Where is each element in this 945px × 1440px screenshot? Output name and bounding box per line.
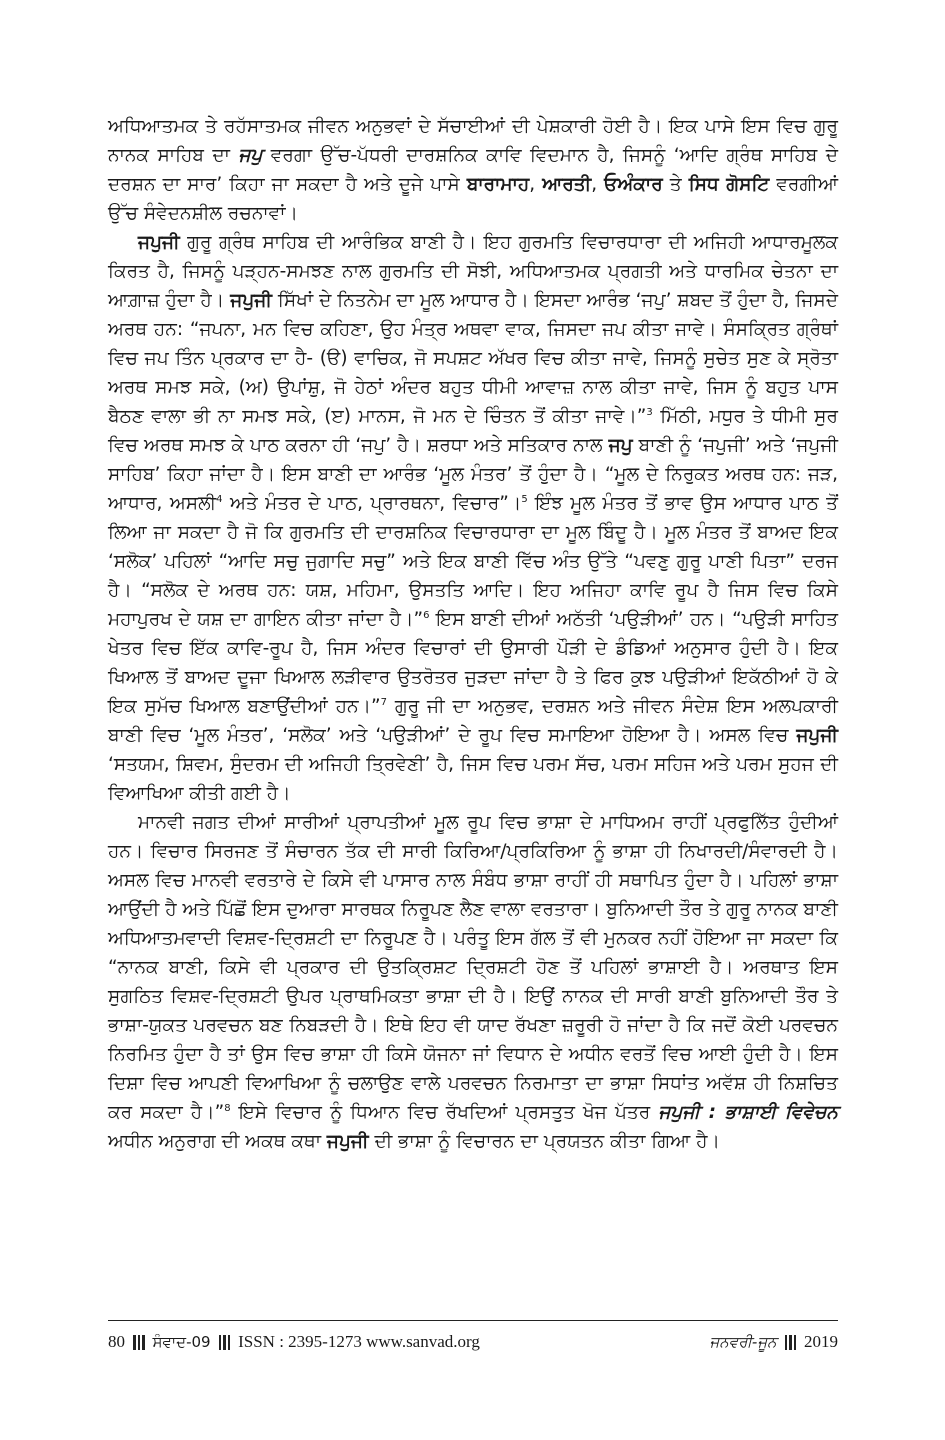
footnote-marker: 7 [380, 696, 387, 708]
triple-bar-icon [133, 1334, 145, 1350]
bold-term: ਜਪੁਜੀ [138, 232, 180, 253]
bold-term: ਬਾਰਾਮਾਹ [466, 174, 530, 195]
footnote-marker: 3 [646, 406, 653, 418]
bold-term: ਸਿਧ ਗੋਸਟਿ [688, 174, 770, 195]
paragraph-1 [108, 112, 838, 228]
text-run: ਅਤੇ ਮੰਤਰ ਦੇ ਪਾਠ, ਪ੍ਰਾਰਥਨਾ, ਵਿਚਾਰ”। [222, 493, 522, 514]
text-run: ਇੰਝ ਮੂਲ ਮੰਤਰ ਤੋਂ ਭਾਵ ਉਸ ਆਧਾਰ ਪਾਠ ਤੋਂ ਲਿਆ ਜਾ ਸਕਦਾ ਹੈ ਜੋ ਕਿ ਗੁਰਮਤਿ ਦੀ ਦਾਰਸ਼ਨਿਕ ਵਿਚਾਰਧਾਰਾ ਦਾ ਮੂਲ ਬਿੰਦੂ ਹੈ। ਮੂਲ ਮੰਤਰ ਤੋਂ ਬਾਅਦ ਇਕ ‘ਸਲੋਕ’ ਪਹਿਲਾਂ “ਆਦਿ ਸਚੁ ਜੁਗਾਦਿ ਸਚੁ” ਅਤੇ ਇਕ ਬਾਣੀ ਵਿੱਚ ਅੰਤ ਉੱਤੇ “ਪਵਣੁ ਗੁਰੂ ਪਾਣੀ ਪਿਤਾ” ਦਰਜ ਹੈ। “ਸਲੋਕ ਦੇ ਅਰਥ ਹਨ: ਯਸ਼, ਮਹਿਮਾ, ਉਸਤਤਿ ਆਦਿ। ਇਹ ਅਜਿਹਾ ਕਾਵਿ ਰੂਪ ਹੈ ਜਿਸ ਵਿਚ ਕਿਸੇ ਮਹਾਪੁਰਖ ਦੇ ਯਸ਼ ਦਾ ਗਾਇਨ ਕੀਤਾ ਜਾਂਦਾ ਹੈ।” [108, 493, 838, 630]
issue-period: ਜਨਵਰੀ-ਜੂਨ [709, 1333, 777, 1351]
footnote-marker: 8 [224, 1102, 231, 1114]
bold-term: ਆਰਤੀ [542, 174, 592, 195]
text-run: ਮਿੱਠੀ, ਮਧੁਰ ਤੇ ਧੀਮੀ ਸੁਰ ਵਿਚ ਅਰਥ ਸਮਝ ਕੇ ਪਾਠ ਕਰਨਾ ਹੀ ‘ਜਪੁ’ ਹੈ। ਸ਼ਰਧਾ ਅਤੇ ਸਤਿਕਾਰ ਨਾਲ [108, 406, 838, 456]
bold-term: ਜਪੁਜੀ [230, 290, 272, 311]
text-run: ਇਸ ਬਾਣੀ ਦੀਆਂ ਅਠੱਤੀ ‘ਪਉੜੀਆਂ’ ਹਨ। “ਪਉੜੀ ਸਾਹਿਤ ਖੇਤਰ ਵਿਚ ਇੱਕ ਕਾਵਿ-ਰੂਪ ਹੈ, ਜਿਸ ਅੰਦਰ ਵਿਚਾਰਾਂ ਦੀ ਉਸਾਰੀ ਪੌੜੀ ਦੇ ਡੰਡਿਆਂ ਅਨੁਸਾਰ ਹੁੰਦੀ ਹੈ। ਇਕ ਖਿਆਲ ਤੋਂ ਬਾਅਦ ਦੂਜਾ ਖਿਆਲ ਲੜੀਵਾਰ ਉਤਰੋਤਰ ਜੁੜਦਾ ਜਾਂਦਾ ਹੈ ਤੇ ਫਿਰ ਕੁਝ ਪਉੜੀਆਂ ਇਕੱਠੀਆਂ ਹੋ ਕੇ ਇਕ ਸੁਮੱਚ ਖਿਆਲ ਬਣਾਉਂਦੀਆਂ ਹਨ।” [108, 609, 838, 717]
text-run: ਸਿੱਖਾਂ ਦੇ ਨਿਤਨੇਮ ਦਾ ਮੂਲ ਆਧਾਰ ਹੈ। ਇਸਦਾ ਆਰੰਭ ‘ਜਪੁ’ ਸ਼ਬਦ ਤੋਂ ਹੁੰਦਾ ਹੈ, ਜਿਸਦੇ ਅਰਥ ਹਨ: “ਜਪਨਾ, ਮਨ ਵਿਚ ਕਹਿਣਾ, ਉਹ ਮੰਤ੍ਰ ਅਥਵਾ ਵਾਕ, ਜਿਸਦਾ ਜਪ ਕੀਤਾ ਜਾਵੇ। ਸੰਸਕ੍ਰਿਤ ਗ੍ਰੰਥਾਂ ਵਿਚ ਜਪ ਤਿੰਨ ਪ੍ਰਕਾਰ ਦਾ ਹੈ- (ੳ) ਵਾਚਿਕ, ਜੋ ਸਪਸ਼ਟ ਅੱਖਰ ਵਿਚ ਕੀਤਾ ਜਾਵੇ, ਜਿਸਨੂੰ ਸੁਚੇਤ ਸੁਣ ਕੇ ਸ੍ਰੋਤਾ ਅਰਥ ਸਮਝ ਸਕੇ, (ਅ) ਉਪਾਂਸ਼ੁ, ਜੋ ਹੇਠਾਂ ਅੰਦਰ ਬਹੁਤ ਧੀਮੀ ਆਵਾਜ਼ ਨਾਲ ਕੀਤਾ ਜਾਵੇ, ਜਿਸ ਨੂੰ ਬਹੁਤ ਪਾਸ ਬੈਠਣ ਵਾਲਾ ਭੀ ਨਾ ਸਮਝ ਸਕੇ, (ੲ) ਮਾਨਸ, ਜੋ ਮਨ ਦੇ ਚਿੰਤਨ ਤੋਂ ਕੀਤਾ ਜਾਵੇ।” [108, 290, 839, 427]
paragraph-2 [108, 228, 838, 808]
text-run: ਗੁਰੂ ਜੀ ਦਾ ਅਨੁਭਵ, ਦਰਸ਼ਨ ਅਤੇ ਜੀਵਨ ਸੰਦੇਸ਼ ਇਸ ਅਲਪਕਾਰੀ ਬਾਣੀ ਵਿਚ ‘ਮੂਲ ਮੰਤਰ’, ‘ਸਲੋਕ’ ਅਤੇ ‘ਪਉੜੀਆਂ’ ਦੇ ਰੂਪ ਵਿਚ ਸਮਾਇਆ ਹੋਇਆ ਹੈ। ਅਸਲ ਵਿਚ [108, 696, 839, 746]
triple-bar-icon [219, 1334, 231, 1350]
text-run: ਮਾਨਵੀ ਜਗਤ ਦੀਆਂ ਸਾਰੀਆਂ ਪ੍ਰਾਪਤੀਆਂ ਮੂਲ ਰੂਪ ਵਿਚ ਭਾਸ਼ਾ ਦੇ ਮਾਧਿਅਮ ਰਾਹੀਂ ਪ੍ਰਫੁਲਿੱਤ ਹੁੰਦੀਆਂ ਹਨ। ਵਿਚਾਰ ਸਿਰਜਣ ਤੋਂ ਸੰਚਾਰਨ ਤੱਕ ਦੀ ਸਾਰੀ ਕਿਰਿਆ/ਪ੍ਰਕਿਰਿਆ ਨੂੰ ਭਾਸ਼ਾ ਹੀ ਨਿਖਾਰਦੀ/ਸੰਵਾਰਦੀ ਹੈ। ਅਸਲ ਵਿਚ ਮਾਨਵੀ ਵਰਤਾਰੇ ਦੇ ਕਿਸੇ ਵੀ ਪਾਸਾਰ ਨਾਲ ਸੰਬੰਧ ਭਾਸ਼ਾ ਰਾਹੀਂ ਹੀ ਸਥਾਪਿਤ ਹੁੰਦਾ ਹੈ। ਪਹਿਲਾਂ ਭਾਸ਼ਾ ਆਉਂਦੀ ਹੈ ਅਤੇ ਪਿੱਛੋਂ ਇਸ ਦੁਆਰਾ ਸਾਰਥਕ ਨਿਰੂਪਣ ਲੈਣ ਵਾਲਾ ਵਰਤਾਰਾ। ਬੁਨਿਆਦੀ ਤੌਰ ਤੇ ਗੁਰੂ ਨਾਨਕ ਬਾਣੀ ਅਧਿਆਤਮਵਾਦੀ ਵਿਸ਼ਵ-ਦ੍ਰਿਸ਼ਟੀ ਦਾ ਨਿਰੂਪਣ ਹੈ। ਪਰੰਤੂ ਇਸ ਗੱਲ ਤੋਂ ਵੀ ਮੁਨਕਰ ਨਹੀਂ ਹੋਇਆ ਜਾ ਸਕਦਾ ਕਿ “ਨਾਨਕ ਬਾਣੀ, ਕਿਸੇ ਵੀ ਪ੍ਰਕਾਰ ਦੀ ਉਤਕ੍ਰਿਸ਼ਟ ਦ੍ਰਿਸ਼ਟੀ ਹੋਣ ਤੋਂ ਪਹਿਲਾਂ ਭਾਸ਼ਾਈ ਹੈ। ਅਰਥਾਤ ਇਸ ਸੁਗਠਿਤ ਵਿਸ਼ਵ-ਦ੍ਰਿਸ਼ਟੀ ਉਪਰ ਪ੍ਰਾਥਮਿਕਤਾ ਭਾਸ਼ਾ ਦੀ ਹੈ। ਇਉਂ ਨਾਨਕ ਦੀ ਸਾਰੀ ਬਾਣੀ ਬੁਨਿਆਦੀ ਤੌਰ ਤੇ ਭਾਸ਼ਾ-ਯੁਕਤ ਪਰਵਚਨ ਬਣ ਨਿਬੜਦੀ ਹੈ। ਇਥੇ ਇਹ ਵੀ ਯਾਦ ਰੱਖਣਾ ਜ਼ਰੂਰੀ ਹੋ ਜਾਂਦਾ ਹੈ ਕਿ ਜਦੋਂ ਕੋਈ ਪਰਵਚਨ ਨਿਰਮਿਤ ਹੁੰਦਾ ਹੈ ਤਾਂ ਉਸ ਵਿਚ ਭਾਸ਼ਾ ਹੀ ਕਿਸੇ ਯੋਜਨਾ ਜਾਂ ਵਿਧਾਨ ਦੇ ਅਧੀਨ ਵਰਤੋਂ ਵਿਚ ਆਈ ਹੁੰਦੀ ਹੈ। ਇਸ ਦਿਸ਼ਾ ਵਿਚ ਆਪਣੀ ਵਿਆਖਿਆ ਨੂੰ ਚਲਾਉਣ ਵਾਲੇ ਪਰਵਚਨ ਨਿਰਮਾਤਾ ਦਾ ਭਾਸ਼ਾ ਸਿਧਾਂਤ ਅਵੱਸ਼ ਹੀ ਨਿਸ਼ਚਿਤ ਕਰ ਸਕਦਾ ਹੈ।” [108, 812, 838, 1123]
bold-italic-term: ਜਪੁਜੀ : ਭਾਸ਼ਾਈ ਵਿਵੇਚਨ [658, 1102, 838, 1123]
text-run: , [529, 174, 543, 195]
footer-right [710, 1332, 838, 1352]
text-run: , [591, 174, 605, 195]
text-run: ਵਰਗਾ ਉੱਚ-ਪੱਧਰੀ ਦਾਰਸ਼ਨਿਕ ਕਾਵਿ ਵਿਦਮਾਨ ਹੈ, ਜਿਸਨੂੰ ‘ਆਦਿ ਗ੍ਰੰਥ ਸਾਹਿਬ ਦੇ ਦਰਸ਼ਨ ਦਾ ਸਾਰ’ ਕਿਹਾ ਜਾ ਸਕਦਾ ਹੈ ਅਤੇ ਦੂਜੇ ਪਾਸੇ [108, 145, 838, 195]
text-run: ਵਰਗੀਆਂ ਉੱਚ ਸੰਵੇਦਨਸ਼ੀਲ ਰਚਨਾਵਾਂ। [108, 174, 839, 224]
bold-term: ਜਪੁ [608, 435, 633, 456]
page-body [108, 112, 838, 1156]
bold-term: ਓਅੰਕਾਰ [604, 174, 663, 195]
footer-left [108, 1332, 480, 1352]
text-run: ਅਧਿਆਤਮਕ ਤੇ ਰਹੱਸਾਤਮਕ ਜੀਵਨ ਅਨੁਭਵਾਂ ਦੇ ਸੱਚਾਈਆਂ ਦੀ ਪੇਸ਼ਕਾਰੀ ਹੋਈ ਹੈ। ਇਕ ਪਾਸੇ ਇਸ ਵਿਚ ਗੁਰੂ ਨਾਨਕ ਸਾਹਿਬ ਦਾ [108, 116, 838, 166]
footnote-marker: 5 [521, 493, 528, 505]
text-run: ਤੇ [662, 174, 689, 195]
bold-term: ਜਪੁਜੀ [326, 1131, 369, 1152]
paragraph-3 [108, 808, 838, 1156]
bold-term: ਜਪੁਜੀ [796, 725, 838, 746]
page-footer [108, 1332, 838, 1352]
text-run: ਇਸੇ ਵਿਚਾਰ ਨੂੰ ਧਿਆਨ ਵਿਚ ਰੱਖਦਿਆਂ ਪ੍ਰਸਤੁਤ ਖੋਜ ਪੱਤਰ [230, 1102, 659, 1123]
text-run: ਗੁਰੂ ਗ੍ਰੰਥ ਸਾਹਿਬ ਦੀ ਆਰੰਭਿਕ ਬਾਣੀ ਹੈ। ਇਹ ਗੁਰਮਤਿ ਵਿਚਾਰਧਾਰਾ ਦੀ ਅਜਿਹੀ ਆਧਾਰਮੂਲਕ ਕਿਰਤ ਹੈ, ਜਿਸਨੂੰ ਪੜ੍ਹਨ-ਸਮਝਣ ਨਾਲ ਗੁਰਮਤਿ ਦੀ ਸੋਝੀ, ਅਧਿਆਤਮਕ ਪ੍ਰਗਤੀ ਅਤੇ ਧਾਰਮਿਕ ਚੇਤਨਾ ਦਾ ਆਗ਼ਾਜ਼ ਹੁੰਦਾ ਹੈ। [108, 232, 838, 311]
footnote-marker: 4 [216, 493, 223, 505]
issue-year: 2019 [804, 1332, 838, 1351]
page-number: 80 [108, 1332, 125, 1351]
triple-bar-icon [785, 1334, 797, 1350]
issn-website: ISSN : 2395-1273 www.sanvad.org [238, 1332, 480, 1351]
journal-name: ਸੰਵਾਦ-09 [152, 1333, 211, 1351]
bold-italic-term: ਜਪੁ [238, 145, 263, 166]
text-run: ਬਾਣੀ ਨੂੰ ‘ਜਪੁਜੀ’ ਅਤੇ ‘ਜਪੁਜੀ ਸਾਹਿਬ’ ਕਿਹਾ ਜਾਂਦਾ ਹੈ। ਇਸ ਬਾਣੀ ਦਾ ਆਰੰਭ ‘ਮੂਲ ਮੰਤਰ’ ਤੋਂ ਹੁੰਦਾ ਹੈ। “ਮੂਲ ਦੇ ਨਿਰੁਕਤ ਅਰਥ ਹਨ: ਜੜ, ਆਧਾਰ, ਅਸਲੀ [108, 435, 838, 514]
footnote-marker: 6 [423, 609, 430, 621]
text-run: ‘ਸਤਯਮ, ਸ਼ਿਵਮ, ਸੁੰਦਰਮ ਦੀ ਅਜਿਹੀ ਤ੍ਰਿਵੇਣੀ’ ਹੈ, ਜਿਸ ਵਿਚ ਪਰਮ ਸੱਚ, ਪਰਮ ਸਹਿਜ ਅਤੇ ਪਰਮ ਸੁਹਜ ਦੀ ਵਿਆਖਿਆ ਕੀਤੀ ਗਈ ਹੈ। [108, 754, 838, 804]
text-run: ਅਧੀਨ ਅਨੁਰਾਗ ਦੀ ਅਕਥ ਕਥਾ [108, 1131, 327, 1152]
text-run: ਦੀ ਭਾਸ਼ਾ ਨੂੰ ਵਿਚਾਰਨ ਦਾ ਪ੍ਰਯਤਨ ਕੀਤਾ ਗਿਆ ਹੈ। [368, 1131, 720, 1152]
footer-rule [108, 1320, 838, 1321]
